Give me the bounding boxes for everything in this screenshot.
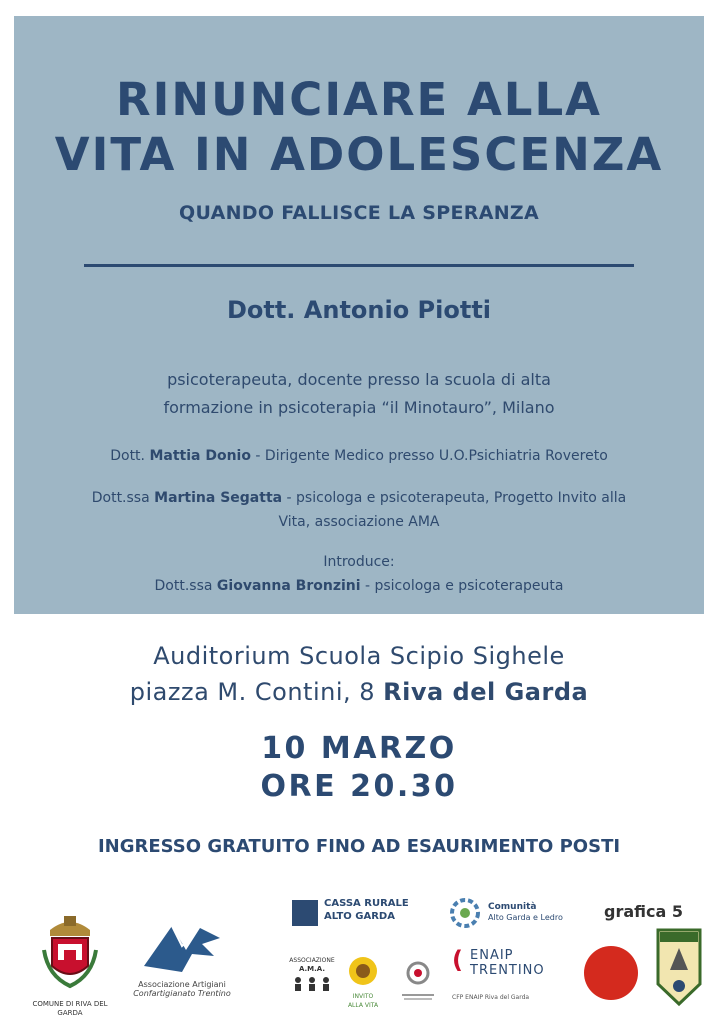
guest-2-name: Martina Segatta [154, 490, 283, 506]
red-circle-logo [582, 944, 640, 1002]
enaip-logo [452, 946, 570, 1008]
invito-label-2: ALLA VITA [347, 1002, 379, 1009]
comune-label: COMUNE DI RIVA DEL GARDA [32, 1000, 108, 1017]
cassa-label-1: CASSA RURALE [324, 898, 409, 909]
speaker-desc-line-1: psicoterapeuta, docente presso la scuola di alta [167, 370, 551, 389]
introducer [14, 550, 704, 598]
enaip-label-1: ENAIP [470, 948, 514, 963]
comune-logo [20, 910, 120, 1017]
event-title [14, 72, 704, 182]
event-date-time [0, 730, 718, 806]
venue-line-1: Auditorium Scuola Scipio Sighele [153, 642, 565, 670]
intro-role: - psicologa e psicoterapeuta [360, 578, 564, 594]
guest-1-name: Mattia Donio [149, 448, 251, 464]
cassa-label-2: ALTO GARDA [324, 911, 395, 922]
health-emblem-icon [396, 958, 440, 988]
event-subtitle: QUANDO FALLISCE LA SPERANZA [179, 202, 539, 224]
guest-2-prefix: Dott.ssa [91, 490, 155, 506]
comunita-logo [448, 894, 568, 934]
intro-name: Giovanna Bronzini [216, 578, 361, 594]
speaker-desc-line-2: formazione in psicoterapia “il Minotauro”, Milano [163, 398, 555, 417]
main-speaker: Dott. Antonio Piotti [226, 296, 492, 324]
ama-label-2: A.M.A. [298, 965, 326, 973]
event-time: ORE 20.30 [260, 769, 458, 804]
enaip-sub-label: CFP ENAIP Riva del Garda [452, 994, 530, 1001]
intro-prefix: Dott.ssa [154, 578, 217, 594]
artigiani-label-2: Confartigianato Trentino [133, 989, 231, 998]
shield-icon [654, 926, 704, 1008]
people-icon [286, 974, 338, 992]
guest-1 [14, 444, 704, 468]
guest-1-role: - Dirigente Medico presso U.O.Psichiatria Rovereto [250, 448, 608, 464]
guest-2-role-line-2: Vita, associazione AMA [278, 514, 440, 530]
invito-logo [340, 954, 386, 1010]
event-date: 10 MARZO [261, 731, 457, 766]
speaker-description [14, 366, 704, 422]
ama-label-1: ASSOCIAZIONE [289, 957, 335, 964]
cassa-square-icon [292, 900, 318, 926]
enaip-label-2: TRENTINO [470, 963, 545, 978]
guest-2 [14, 486, 704, 534]
artigiani-logo [132, 916, 232, 1010]
intro-label: Introduce: [323, 554, 395, 570]
comune-crest-icon [20, 910, 120, 996]
venue-city: Riva del Garda [383, 678, 589, 706]
health-text-line [402, 994, 434, 996]
hero-panel [14, 16, 704, 614]
eagle-icon [132, 916, 232, 976]
guest-1-prefix: Dott. [110, 448, 150, 464]
venue [0, 638, 718, 710]
invito-label-1: INVITO [352, 993, 374, 1000]
comunita-label-1: Comunità [488, 902, 537, 912]
grafica5-label: grafica 5 [604, 902, 683, 921]
cassa-rurale-logo [292, 894, 410, 934]
enaip-c-icon: ( [452, 946, 463, 974]
comunita-label-2: Alto Garda e Ledro [488, 913, 563, 922]
title-line-1: RINUNCIARE ALLA [116, 73, 602, 126]
ama-logo [286, 956, 338, 1006]
red-circle-icon [582, 944, 640, 1002]
sunflower-icon [340, 954, 386, 988]
health-text-line [404, 998, 432, 1000]
comunita-emblem-icon [448, 896, 482, 930]
artigiani-label-1: Associazione Artigiani [138, 980, 226, 989]
health-agency-logo [396, 958, 440, 1006]
guest-2-role-line-1: - psicologa e psicoterapeuta, Progetto Invito alla [282, 490, 627, 506]
lions-club-logo [654, 926, 704, 1008]
divider [84, 264, 634, 267]
venue-address: piazza M. Contini, 8 [129, 678, 384, 706]
entry-note: INGRESSO GRATUITO FINO AD ESAURIMENTO POSTI [97, 836, 621, 857]
title-line-2: VITA IN ADOLESCENZA [54, 128, 664, 181]
